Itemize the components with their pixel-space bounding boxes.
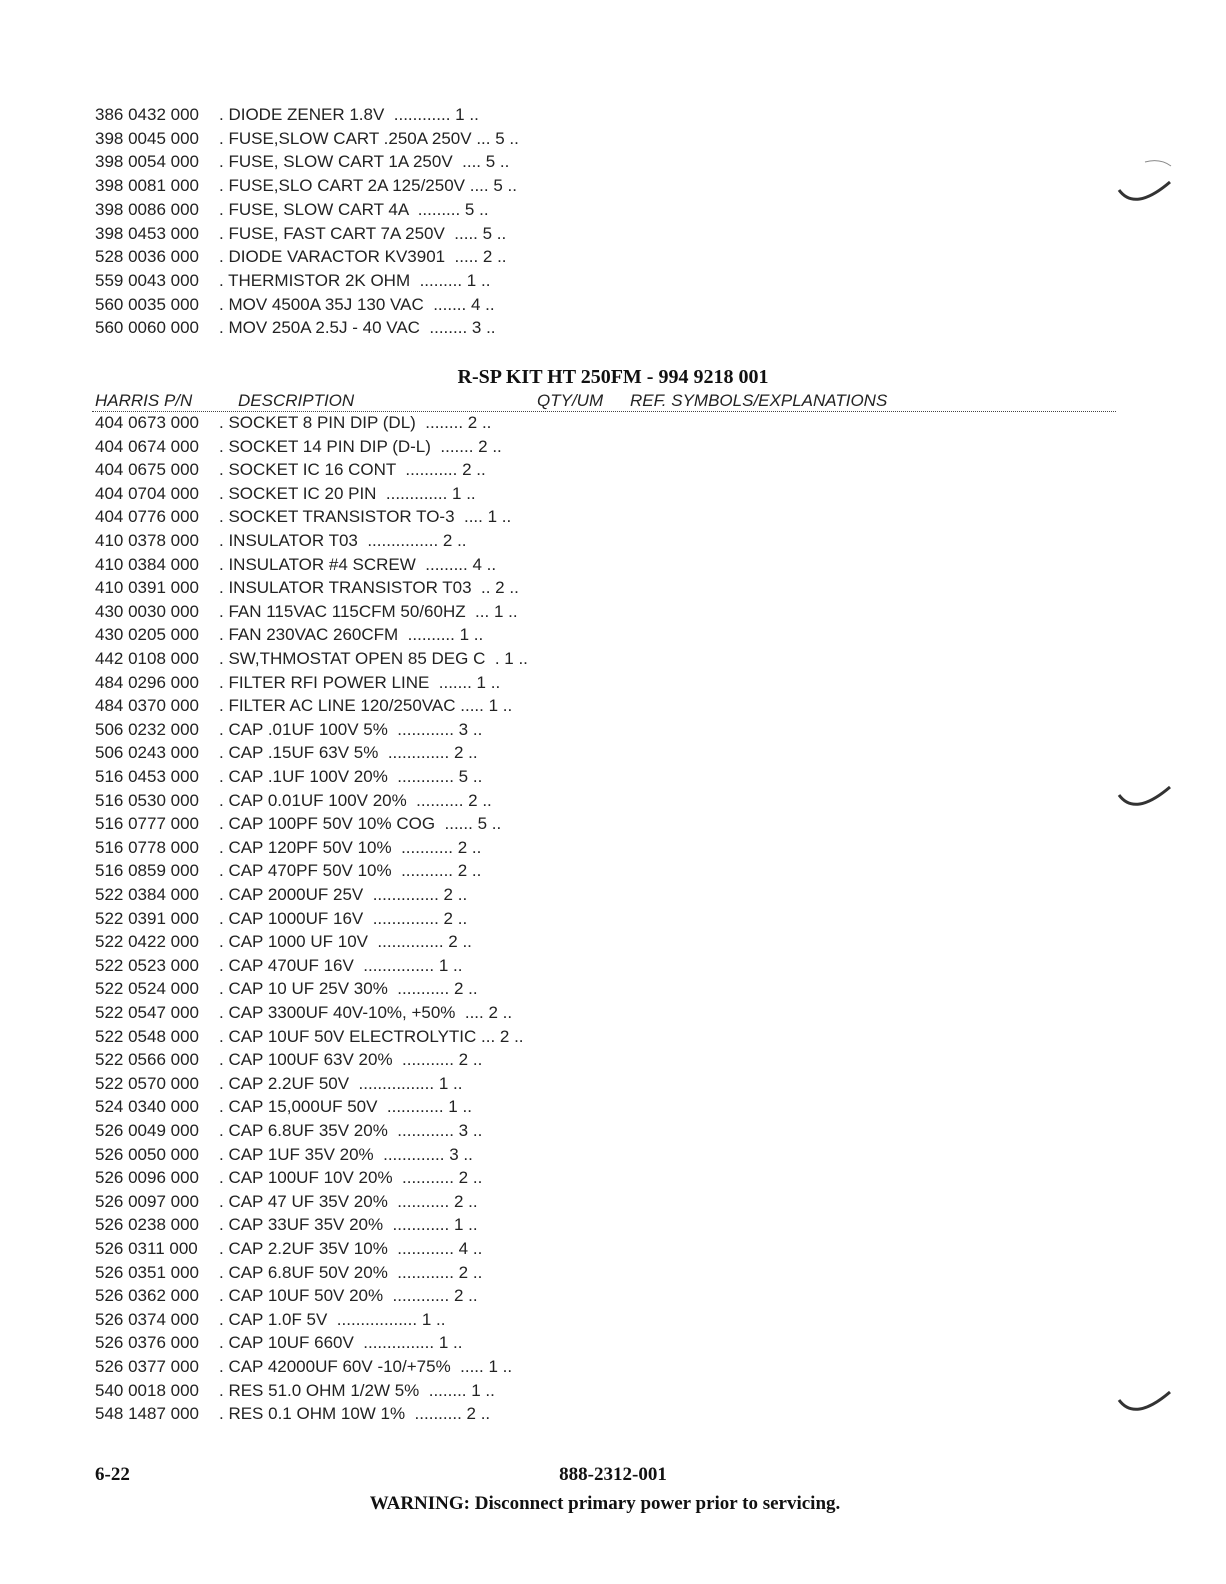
- header-description: DESCRIPTION: [238, 391, 355, 410]
- part-number: 540 0018 000: [95, 1380, 199, 1400]
- part-description: . SOCKET 14 PIN DIP (D-L) ....... 2 ..: [219, 436, 502, 456]
- part-number: 410 0391 000: [95, 578, 199, 598]
- part-description: . FUSE, SLOW CART 1A 250V .... 5 ..: [219, 152, 510, 172]
- part-number: 526 0377 000: [95, 1357, 199, 1376]
- part-number: 526 0096 000: [95, 1168, 199, 1188]
- part-description: . CAP .01UF 100V 5% ............ 3 ..: [219, 719, 483, 739]
- part-description: . CAP 6.8UF 50V 20% ............ 2 ..: [219, 1262, 483, 1282]
- part-description: . CAP 1000UF 16V .............. 2 ..: [219, 908, 468, 928]
- part-number: 404 0704 000: [95, 483, 199, 503]
- part-description: . SOCKET IC 16 CONT ........... 2 ..: [219, 460, 486, 480]
- part-number: 548 1487 000: [95, 1404, 199, 1424]
- part-description: . CAP .15UF 63V 5% ............. 2 ..: [219, 743, 478, 763]
- part-number: 526 0049 000: [95, 1121, 199, 1140]
- part-number: 404 0675 000: [95, 460, 199, 480]
- part-number: 560 0060 000: [95, 318, 199, 338]
- part-description: . CAP 6.8UF 35V 20% ............ 3 ..: [219, 1121, 483, 1140]
- part-number: 410 0378 000: [95, 531, 199, 550]
- part-description: . CAP 10UF 50V 20% ............ 2 ..: [219, 1286, 478, 1306]
- part-number: 522 0570 000: [95, 1073, 199, 1093]
- part-description: . FUSE, SLOW CART 4A ......... 5 ..: [219, 199, 489, 219]
- section-title: R-SP KIT HT 250FM - 994 9218 001: [457, 366, 769, 388]
- part-description: . SW,THMOSTAT OPEN 85 DEG C . 1 ..: [219, 649, 528, 668]
- document-number: 888-2312-001: [559, 1464, 667, 1485]
- part-number: 528 0036 000: [95, 247, 199, 267]
- header-qty-um: QTY/UM: [537, 391, 604, 410]
- part-number: 506 0243 000: [95, 743, 199, 763]
- part-description: . CAP 2.2UF 50V ................ 1 ..: [219, 1073, 463, 1093]
- part-number: 516 0453 000: [95, 767, 199, 786]
- part-description: . CAP 1.0F 5V ................. 1 ..: [219, 1309, 446, 1329]
- part-description: . CAP 10UF 660V ............... 1 ..: [219, 1333, 463, 1353]
- part-description: . CAP 1000 UF 10V .............. 2 ..: [219, 932, 472, 952]
- warning-notice: WARNING: Disconnect primary power prior to servicing.: [369, 1493, 841, 1514]
- part-number: 526 0376 000: [95, 1333, 199, 1353]
- part-number: 484 0296 000: [95, 672, 199, 692]
- part-number: 398 0453 000: [95, 223, 199, 243]
- part-description: . DIODE VARACTOR KV3901 ..... 2 ..: [219, 247, 507, 267]
- part-description: . MOV 4500A 35J 130 VAC ....... 4 ..: [219, 294, 495, 314]
- part-description: . RES 51.0 OHM 1/2W 5% ........ 1 ..: [219, 1380, 495, 1400]
- part-description: . FUSE,SLOW CART .250A 250V ... 5 ..: [219, 128, 519, 148]
- part-description: . CAP 100PF 50V 10% COG ...... 5 ..: [219, 814, 502, 834]
- part-number: 526 0311 000: [95, 1239, 198, 1258]
- header-rule: [92, 411, 1116, 412]
- part-description: . CAP 10UF 50V ELECTROLYTIC ... 2 ..: [219, 1026, 524, 1046]
- part-description: . CAP 3300UF 40V-10%, +50% .... 2 ..: [219, 1003, 513, 1022]
- part-number: 526 0238 000: [95, 1215, 199, 1235]
- part-number: 430 0030 000: [95, 601, 199, 621]
- part-number: 522 0523 000: [95, 955, 199, 975]
- part-description: . CAP 2000UF 25V .............. 2 ..: [219, 885, 468, 904]
- part-description: . THERMISTOR 2K OHM ......... 1 ..: [219, 270, 491, 290]
- part-description: . CAP 33UF 35V 20% ............ 1 ..: [219, 1215, 478, 1235]
- part-number: 404 0674 000: [95, 436, 199, 456]
- part-number: 526 0362 000: [95, 1286, 199, 1306]
- part-description: . DIODE ZENER 1.8V ............ 1 ..: [219, 105, 479, 124]
- part-description: . CAP 470PF 50V 10% ........... 2 ..: [219, 861, 482, 881]
- part-number: 430 0205 000: [95, 625, 199, 645]
- part-number: 398 0045 000: [95, 128, 199, 148]
- part-number: 516 0859 000: [95, 861, 199, 881]
- part-number: 516 0778 000: [95, 837, 199, 857]
- part-description: . CAP 0.01UF 100V 20% .......... 2 ..: [219, 790, 492, 810]
- part-description: . SOCKET 8 PIN DIP (DL) ........ 2 ..: [219, 413, 492, 432]
- part-description: . SOCKET IC 20 PIN ............. 1 ..: [219, 483, 476, 503]
- part-number: 506 0232 000: [95, 719, 199, 739]
- part-number: 442 0108 000: [95, 649, 199, 668]
- part-description: . FILTER RFI POWER LINE ....... 1 ..: [219, 672, 501, 692]
- part-description: . FILTER AC LINE 120/250VAC ..... 1 ..: [219, 696, 513, 716]
- part-description: . FAN 230VAC 260CFM .......... 1 ..: [219, 625, 484, 645]
- part-number: 404 0673 000: [95, 413, 199, 432]
- part-description: . FAN 115VAC 115CFM 50/60HZ ... 1 ..: [219, 601, 518, 621]
- part-number: 524 0340 000: [95, 1097, 199, 1117]
- part-description: . SOCKET TRANSISTOR TO-3 .... 1 ..: [219, 507, 512, 527]
- part-number: 526 0374 000: [95, 1309, 199, 1329]
- part-number: 522 0422 000: [95, 932, 199, 952]
- part-description: . CAP 470UF 16V ............... 1 ..: [219, 955, 463, 975]
- binder-hole-mark: [1115, 765, 1175, 825]
- binder-hole-mark: [1115, 1370, 1175, 1430]
- binder-hole-mark: [1115, 160, 1175, 220]
- part-number: 522 0524 000: [95, 979, 199, 999]
- part-description: . CAP .1UF 100V 20% ............ 5 ..: [219, 767, 483, 786]
- header-harris-pn: HARRIS P/N: [95, 391, 193, 410]
- part-description: . RES 0.1 OHM 10W 1% .......... 2 ..: [219, 1404, 491, 1424]
- part-description: . CAP 15,000UF 50V ............ 1 ..: [219, 1097, 472, 1117]
- part-description: . CAP 2.2UF 35V 10% ............ 4 ..: [219, 1239, 483, 1258]
- part-description: . CAP 100UF 63V 20% ........... 2 ..: [219, 1050, 483, 1070]
- part-description: . FUSE, FAST CART 7A 250V ..... 5 ..: [219, 223, 507, 243]
- part-number: 526 0097 000: [95, 1191, 199, 1211]
- part-description: . CAP 47 UF 35V 20% ........... 2 ..: [219, 1191, 478, 1211]
- part-description: . CAP 120PF 50V 10% ........... 2 ..: [219, 837, 482, 857]
- part-number: 526 0050 000: [95, 1144, 199, 1164]
- part-number: 398 0054 000: [95, 152, 199, 172]
- part-number: 398 0081 000: [95, 176, 199, 196]
- part-number: 522 0384 000: [95, 885, 199, 904]
- part-description: . INSULATOR TRANSISTOR T03 .. 2 ..: [219, 578, 519, 598]
- part-description: . MOV 250A 2.5J - 40 VAC ........ 3 ..: [219, 318, 496, 338]
- part-description: . INSULATOR T03 ............... 2 ..: [219, 531, 467, 550]
- part-number: 404 0776 000: [95, 507, 199, 527]
- part-description: . FUSE,SLO CART 2A 125/250V .... 5 ..: [219, 176, 517, 196]
- part-description: . CAP 42000UF 60V -10/+75% ..... 1 ..: [219, 1357, 513, 1376]
- part-description: . CAP 10 UF 25V 30% ........... 2 ..: [219, 979, 478, 999]
- part-number: 522 0547 000: [95, 1003, 199, 1022]
- part-number: 484 0370 000: [95, 696, 199, 716]
- part-number: 522 0391 000: [95, 908, 199, 928]
- part-number: 386 0432 000: [95, 105, 199, 124]
- part-number: 559 0043 000: [95, 270, 199, 290]
- part-description: . INSULATOR #4 SCREW ......... 4 ..: [219, 554, 497, 574]
- part-number: 410 0384 000: [95, 554, 199, 574]
- part-number: 522 0566 000: [95, 1050, 199, 1070]
- part-number: 560 0035 000: [95, 294, 199, 314]
- part-number: 516 0530 000: [95, 790, 199, 810]
- part-number: 526 0351 000: [95, 1262, 199, 1282]
- part-number: 522 0548 000: [95, 1026, 199, 1046]
- part-description: . CAP 100UF 10V 20% ........... 2 ..: [219, 1168, 483, 1188]
- part-number: 398 0086 000: [95, 199, 199, 219]
- page-number: 6-22: [95, 1464, 130, 1485]
- part-number: 516 0777 000: [95, 814, 199, 834]
- header-ref-symbols: REF. SYMBOLS/EXPLANATIONS: [630, 391, 888, 410]
- part-description: . CAP 1UF 35V 20% ............. 3 ..: [219, 1144, 473, 1164]
